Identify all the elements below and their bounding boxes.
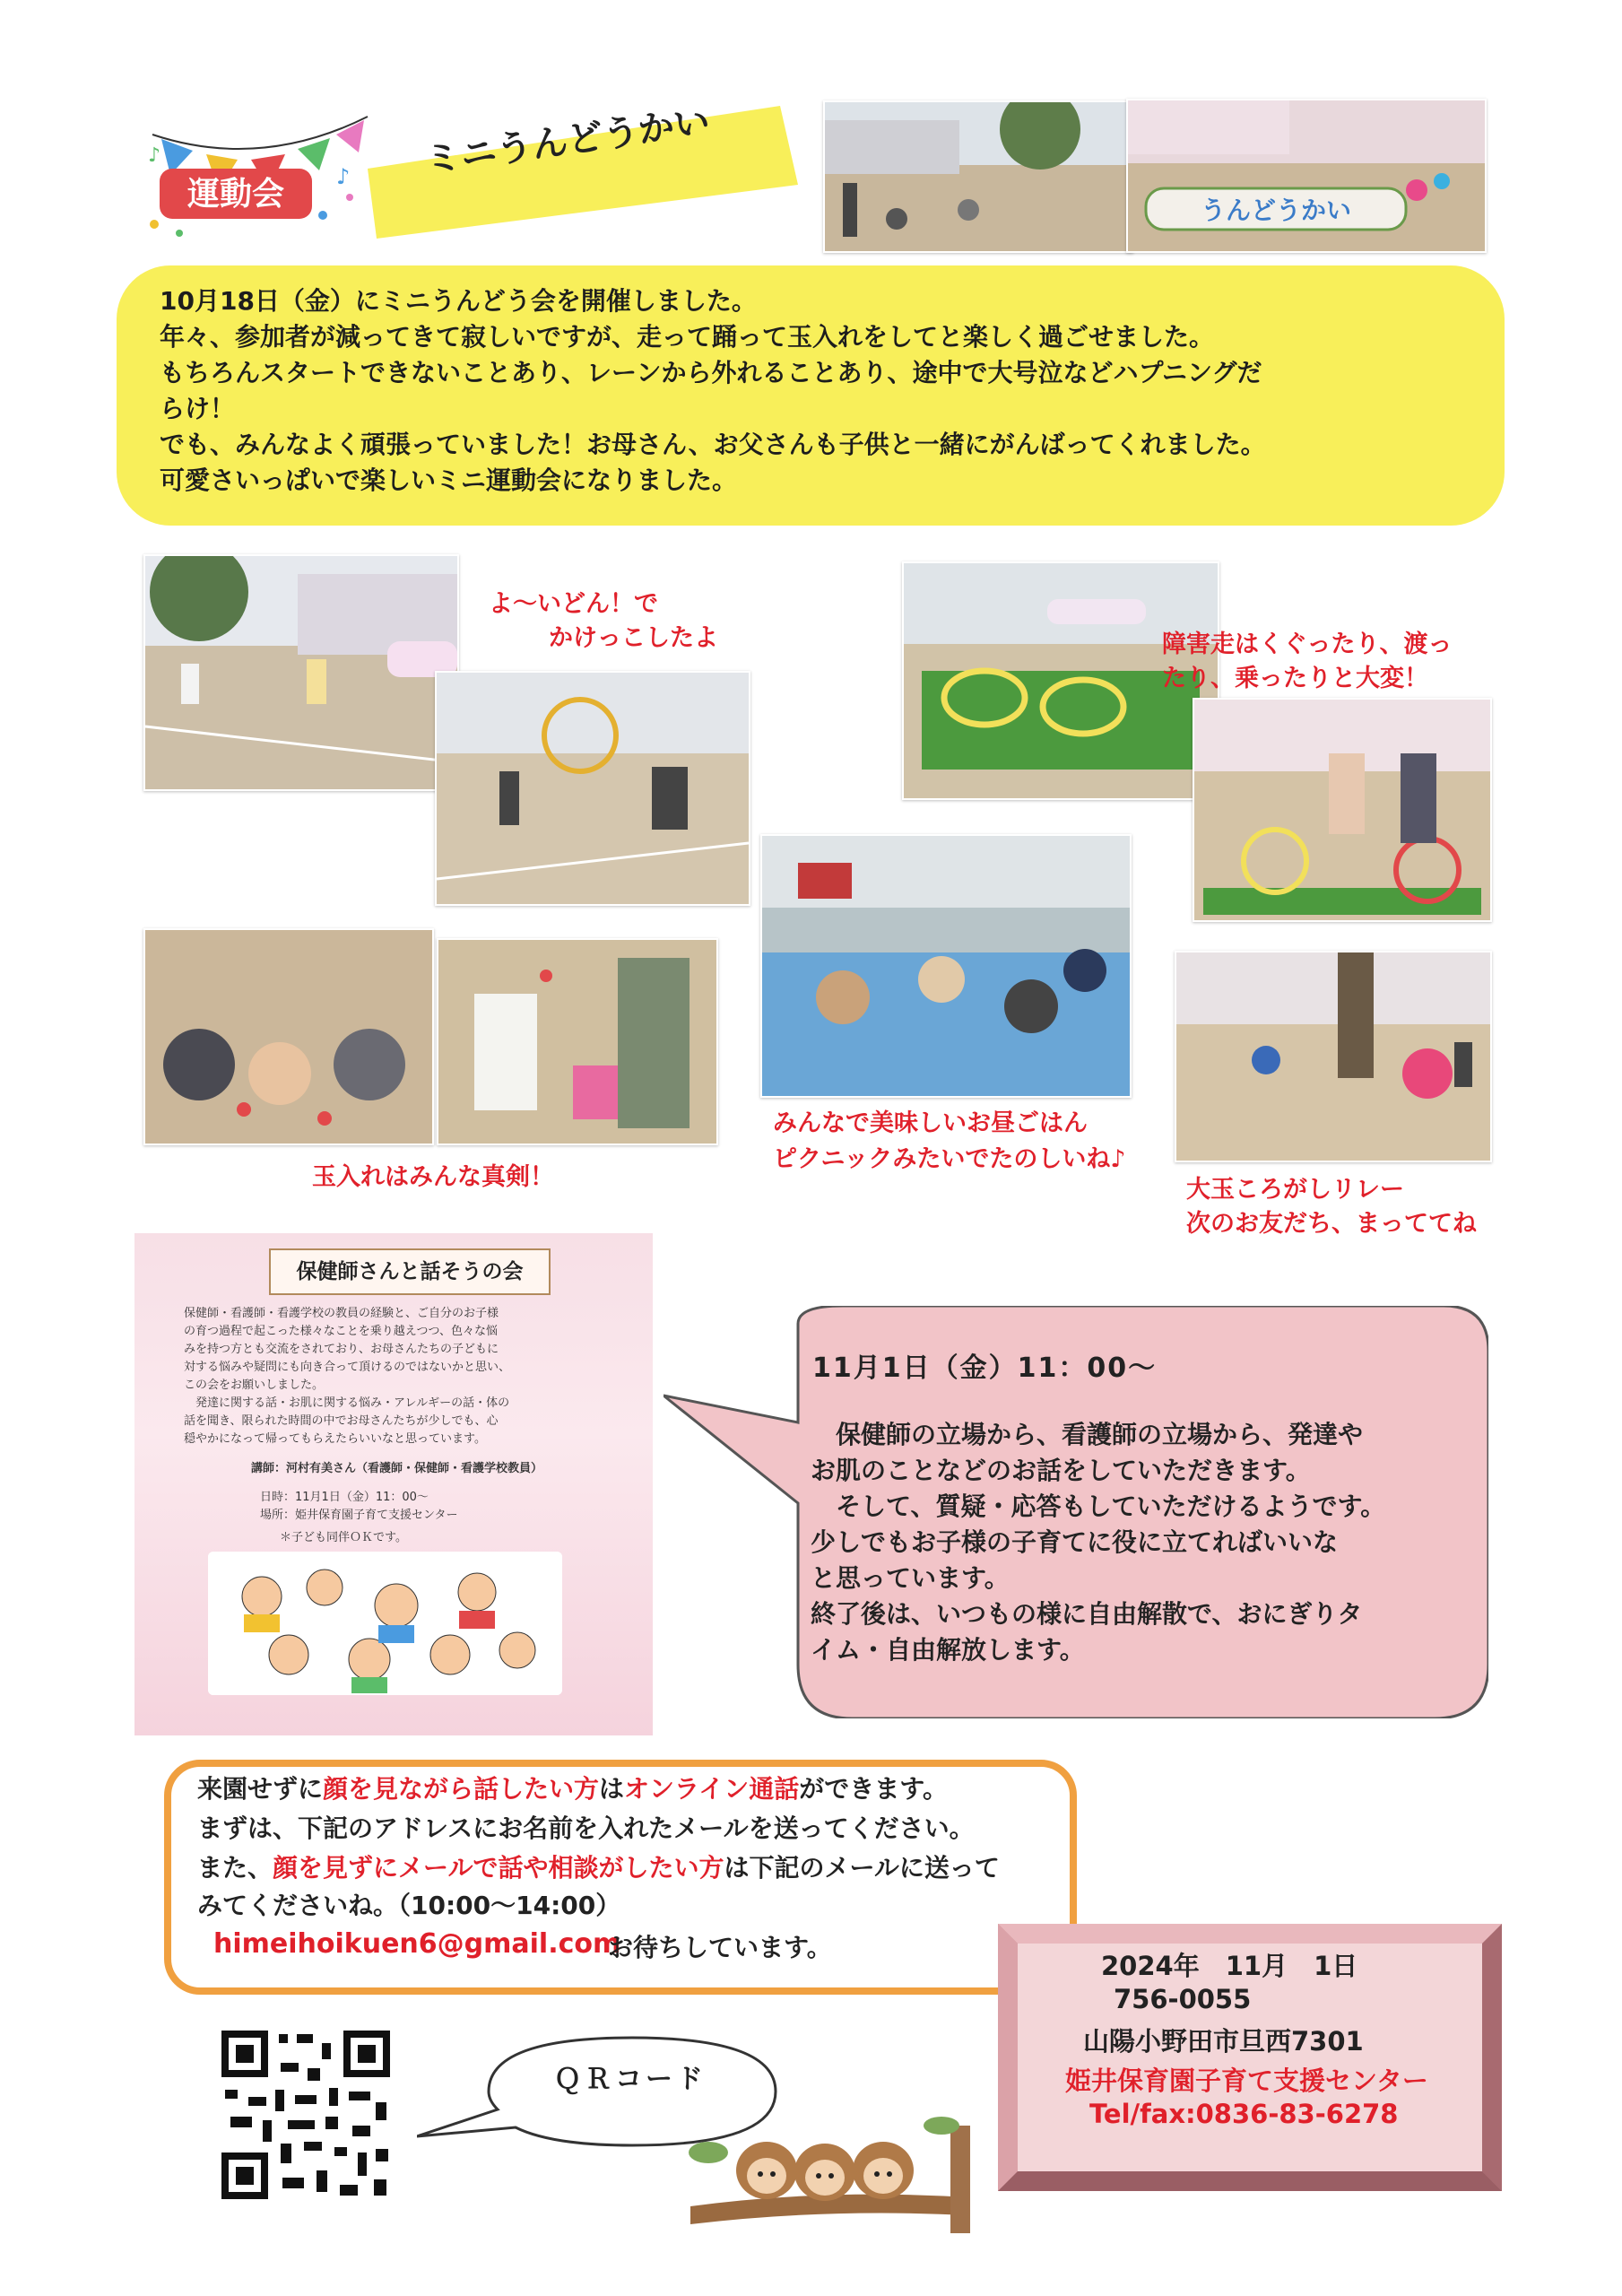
bubble-line: お肌のことなどのお話をしていただきます。 <box>811 1456 1311 1485</box>
intro-line: 年々、参加者が減ってきて寂しいですが、走って踊って玉入れをしてと楽しく過ごせました。 <box>160 322 1215 352</box>
qr-label: ＱＲコード <box>554 2064 707 2095</box>
qr-code[interactable] <box>218 2027 394 2203</box>
org-name: 姫井保育園子育て支援センター <box>1065 2066 1428 2096</box>
bubble-text <box>811 1417 1438 1668</box>
flyer-body-line: 対する悩みや疑問にも向き合って頂けるのではないかと思い、 <box>184 1361 511 1374</box>
svg-text:♪: ♪ <box>148 144 161 167</box>
sign-text: うんどうかい <box>1200 196 1352 225</box>
photo-race-parent <box>435 671 750 906</box>
email-link[interactable]: himeihoikuen6@gmail.com <box>213 1928 621 1960</box>
flyer-body-line: みを持つ方とも交流をされており、お母さんたちの子どもに <box>184 1343 499 1356</box>
children-illustration <box>208 1552 562 1695</box>
caption-obstacle-2: たり、乗ったりと大変！ <box>1162 665 1428 692</box>
svg-text:♪: ♪ <box>336 164 351 189</box>
bubble-date: 11月1日（金）11：00～ <box>812 1352 1158 1384</box>
flyer-place: 場所：姫井保育園子育て支援センター <box>260 1509 458 1522</box>
intro-line: らけ！ <box>160 394 236 423</box>
caption-race-2: かけっこしたよ <box>549 624 718 652</box>
flyer-body-line: 保健師・看護師・看護学校の教員の経験と、ご自分のお子様 <box>184 1307 499 1320</box>
caption-ball-1: 大玉ころがしリレー <box>1186 1176 1404 1204</box>
photo-tamaire-1 <box>143 928 434 1145</box>
intro-line: でも、みんなよく頑張っていました！お母さん、お父さんも子供と一緒にがんばってくれました。 <box>160 430 1266 459</box>
photo-schoolyard <box>823 100 1133 253</box>
logo-text: 運動会 <box>186 176 285 213</box>
caption-lunch-1: みんなで美味しいお昼ごはん <box>773 1109 1088 1137</box>
online-line-2: まずは、下記のアドレスにお名前を入れたメールを送ってください。 <box>197 1813 975 1843</box>
caption-lunch-2: ピクニックみたいでたのしいね♪ <box>773 1145 1126 1173</box>
bubble-line: イム・自由解放します。 <box>811 1635 1085 1665</box>
photo-race-start <box>143 554 459 791</box>
online-line-4: みてくださいね。（10:00～14:00） <box>197 1891 621 1920</box>
flyer-datetime: 日時：11月1日（金）11：00～ <box>260 1491 429 1504</box>
flyer-title: 保健師さんと話そうの会 <box>269 1248 551 1295</box>
photo-tamaire-2 <box>437 938 718 1145</box>
photo-ball-relay <box>1175 951 1492 1162</box>
photo-lunch <box>760 834 1132 1098</box>
bubble-line: 終了後は、いつもの様に自由解散で、おにぎりタ <box>811 1599 1363 1629</box>
flyer-body-line: この会をお願いしました。 <box>184 1378 325 1392</box>
online-line-1: 来園せずに顔を見ながら話したい方はオンライン通話ができます。 <box>197 1774 948 1804</box>
caption-race-1: よ～いどん！で <box>489 590 658 618</box>
photo-undokai-sign <box>1126 99 1487 253</box>
issue-date: 2024年 11月 1日 <box>1101 1951 1358 1981</box>
flyer-body-line: の育つ過程で起こった様々なことを乗り越えつつ、色々な悩 <box>184 1325 498 1338</box>
bubble-line: 少しでもお子様の子育てに役に立てればいいな <box>811 1527 1339 1557</box>
page-title: ミニうんどうかい <box>422 100 713 182</box>
intro-line: もちろんスタートできないことあり、レーンから外れることあり、途中で大号泣などハプニングだ <box>160 358 1262 387</box>
caption-ball-2: 次のお友だち、まっててね <box>1186 1210 1477 1238</box>
undokai-logo <box>143 108 377 242</box>
flyer-body-line: 発達に関する話・お肌に関する悩み・アレルギーの話・体の <box>184 1396 510 1410</box>
online-line-3: また、顔を見ずにメールで話や相談がしたい方は下記のメールに送って <box>197 1853 1000 1883</box>
bubble-line: と思っています。 <box>811 1563 1010 1593</box>
waiting-text: お待ちしています。 <box>608 1933 832 1962</box>
tel-fax: Tel/fax:0836-83-6278 <box>1089 2099 1399 2129</box>
flyer-lecturer: 講師：河村有美さん（看護師・保健師・看護学校教員） <box>251 1462 543 1475</box>
city-address: 山陽小野田市旦西7301 <box>1083 2026 1364 2057</box>
flyer-body-line: 穏やかになって帰ってもらえたらいいなと思っています。 <box>184 1432 486 1446</box>
postal-code: 756-0055 <box>1114 1984 1252 2014</box>
caption-tamaire: 玉入れはみんな真剣！ <box>312 1163 554 1191</box>
bubble-line: そして、質疑・応答もしていただけるようです。 <box>811 1492 1386 1521</box>
monkeys-illustration <box>681 2099 977 2242</box>
photo-obstacle-rings <box>1193 698 1492 922</box>
flyer-body-line: 話を聞き、限られた時間の中でお母さんたちが少しでも、心 <box>184 1414 499 1428</box>
bubble-line: 保健師の立場から、看護師の立場から、発達や <box>811 1420 1364 1449</box>
intro-line: 10月18日（金）にミニうんどう会を開催しました。 <box>160 286 757 316</box>
intro-line: 可愛さいっぱいで楽しいミニ運動会になりました。 <box>160 465 738 495</box>
caption-obstacle-1: 障害走はくぐったり、渡っ <box>1162 631 1453 658</box>
intro-text <box>160 283 1487 499</box>
flyer-note: ＊子ども同伴ＯＫです。 <box>280 1531 407 1544</box>
